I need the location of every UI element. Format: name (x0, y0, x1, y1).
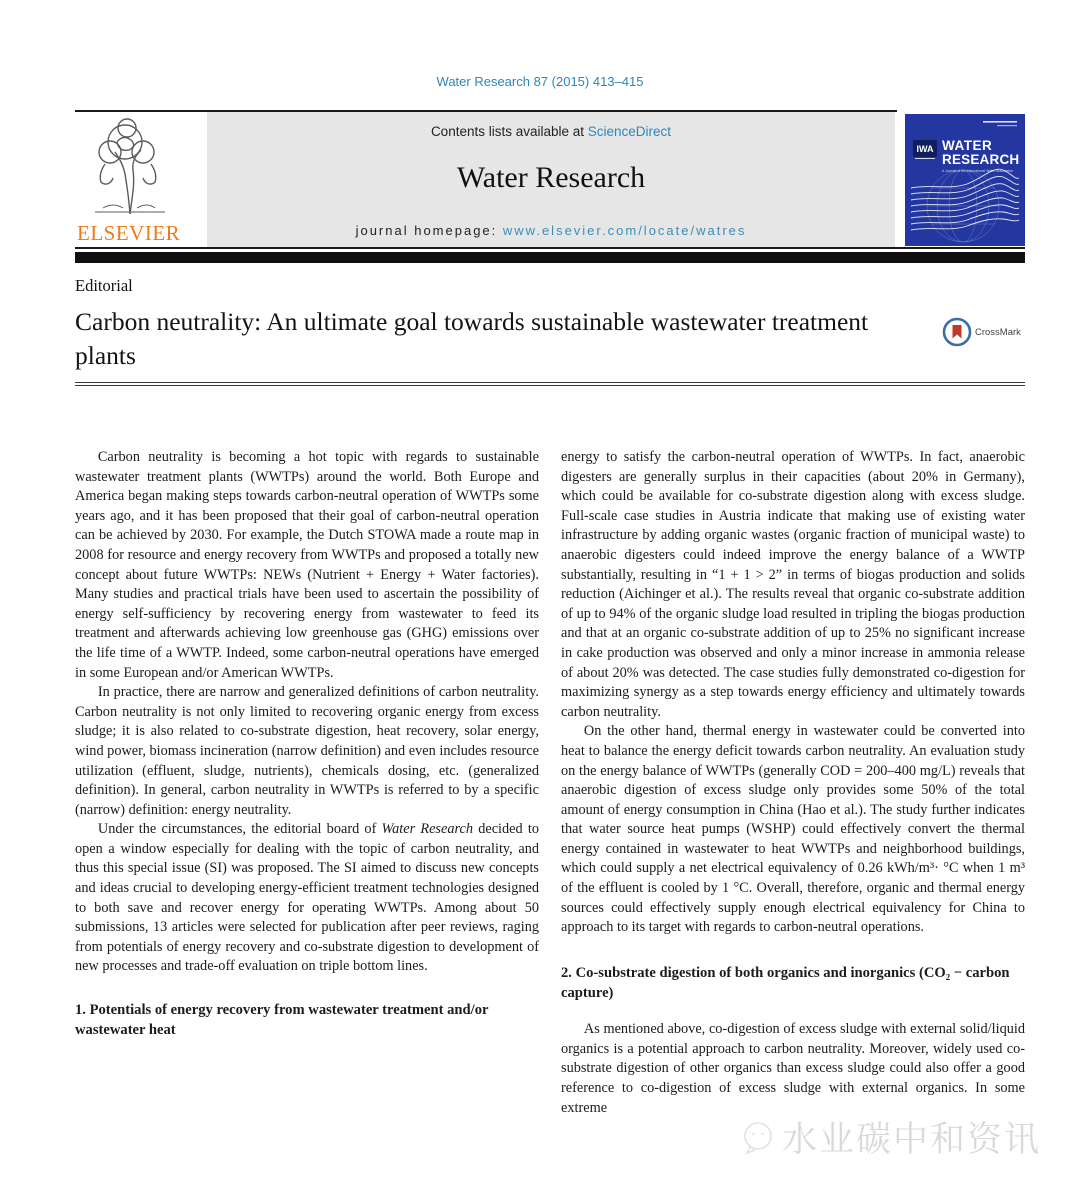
section-heading-2: 2. Co-substrate digestion of both organics and inorganics (CO₂ − carbon capture) (561, 964, 1010, 1001)
elsevier-wordmark: ELSEVIER (77, 221, 181, 245)
svg-text:RESEARCH: RESEARCH (942, 152, 1020, 167)
paragraph-3-text: Under the circumstances, the editorial board of (97, 821, 382, 838)
svg-text:A Journal of the International: A Journal of the International Water Association (942, 169, 1014, 173)
paragraph-5: On the other hand, thermal energy in wastewater could be converted into heat to balance the energy deficit towards carbon neutrality. An evaluation study on the energy balance of WWTPs (generally COD = 200–400 mg/L) reveals that anaerobic digestion of excess sludge only provides some 50% of the total amount of energy consumption in China (Hao et al.). The study further indicates that water source heat pumps (WSHP) could effectively convert the thermal energy contained in wastewater to heat WWTPs and neighborhood buildings, which could supply a net electrical equivalency of 0.26 kWh/m³· °C when 1 m³ of the effluent is cooled by 1 °C. Overall, therefore, organic and thermal energy sources could effectively supply enough electrical equivalency for China to approach to its target with regards to carbon-neutral operations. (561, 723, 1025, 936)
journal-cover (905, 114, 1025, 246)
watermark-logo-icon (740, 1119, 776, 1155)
homepage-line (207, 223, 895, 238)
contents-list-line (207, 124, 895, 139)
citation-line: Water Research 87 (2015) 413–415 (436, 74, 644, 89)
article-body (75, 448, 1025, 1118)
header-bottom-rule (75, 247, 1025, 249)
paragraph-4: energy to satisfy the carbon-neutral operation of WWTPs. In fact, anaerobic digesters are generally surplus in their capacities (about 20% in Germany), which could be available for co-substrate digestion along with excess sludge. Full-scale case studies in Austria indicate that making use of existing water infrastructure by adding organic wastes (organic fraction of municipal waste) to anaerobic digesters could indeed improve the energy balance of a WWTP substantially, resulting in “1 + 1 > 2” in terms of biogas production and solids reduction (Aichinger et al.). The results reveal that organic co-substrate addition of up to 94% of the organic sludge load resulted in tripling the biogas production and that at an organic co-substrate addition of up to 25% no significant increase in cake production was observed and only a minor increase in ammonia release of about 20% was detected. The case studies fully demonstrated co-digestion for maximizing synergy as a step towards energy efficiency and ultimately towards carbon neutrality. (561, 449, 1025, 720)
journal-name-italic: Water Research (381, 821, 474, 838)
contents-prefix: Contents lists available at (430, 124, 588, 139)
left-column (75, 448, 539, 1118)
publisher-block (75, 112, 207, 248)
paragraph-3 (75, 820, 539, 977)
journal-masthead (207, 112, 895, 248)
title-rule (75, 382, 1025, 386)
homepage-prefix: journal homepage: (355, 223, 503, 238)
divider-bar (75, 252, 1025, 263)
paragraph-3-text-cont: decided to open a window especially for dealing with the topic of carbon neutrality, and thus this special issue (SI) was proposed. The SI aimed to discuss new concepts and ideas crucial to developing energy-efficient treatment technologies designed to both save and recover energy for operating WWTPs. Among about 50 submissions, 13 articles were selected for publication after peer reviews, raging from potentials of energy recovery and co-substrate digestion to development of new processes and trade-off evaluation on triple bottom lines. (75, 821, 539, 975)
journal-title: Water Research (456, 161, 646, 194)
svg-text:WATER: WATER (942, 138, 993, 153)
journal-homepage-link[interactable]: www.elsevier.com/locate/watres (502, 223, 747, 238)
section-heading-1: 1. Potentials of energy recovery from wastewater treatment and/or wastewater heat (75, 1002, 489, 1038)
elsevier-tree-logo (75, 112, 185, 220)
article-type-label: Editorial (75, 276, 133, 295)
svg-text:IWA: IWA (916, 144, 934, 154)
paragraph-1: Carbon neutrality is becoming a hot topic with regards to sustainable wastewater treatment plants (WWTPs) around the world. Both Europe and America began making steps towards carbon-neutral operation of WWTPs some years ago, and it has been proposed that their goal of carbon-neutral operation can be achieved by 2030. For example, the Dutch STOWA made a route map in 2008 for resource and energy recovery from WWTPs and proposed a totally new concept about future WWTPs: NEWs (Nutrient + Energy + Water factories). Many studies and practical trials have been used to ascertain the possibility of energy self-sufficiency by recovering energy from wastewater to feed its treatment and afterwards achieving low greenhouse gas (GHG) emissions over the life time of a WWTP. Indeed, some carbon-neutral operations have emerged in some European and/or American WWTPs. (75, 449, 539, 681)
crossmark-badge[interactable] (942, 314, 1038, 350)
watermark (740, 1112, 1041, 1162)
sciencedirect-link[interactable]: ScienceDirect (587, 124, 672, 139)
crossmark-label: CrossMark (975, 326, 1021, 338)
paragraph-6: As mentioned above, co-digestion of excess sludge with external solid/liquid organics is a potential approach to carbon neutrality. Moreover, widely used co-substrate digestion of other organics than excess sludge could also offer a good reference to co-digestion of excess sludge with external organics. In some extreme (561, 1021, 1025, 1116)
paragraph-2: In practice, there are narrow and generalized definitions of carbon neutrality. Carbon neutrality is not only limited to recovering organic energy from excess sludge; it is also related to co-substrate digestion, heat recovery, solar energy, wind power, biomass incineration (narrow definition) and even includes resource utilization (effluent, sludge, nutrients), chemicals dosing, etc. (generalized definition). In general, carbon neutrality in WWTPs is referred to by a specific (narrow) definition: energy neutrality. (75, 684, 539, 818)
crossmark-icon (942, 317, 972, 347)
water-research-cover-image (905, 114, 1025, 246)
journal-header (75, 112, 1025, 248)
article-title: Carbon neutrality: An ultimate goal towards sustainable wastewater treatment plants (75, 307, 869, 370)
right-column (561, 448, 1025, 1118)
watermark-text: 水业碳中和资讯 (782, 1120, 1042, 1159)
